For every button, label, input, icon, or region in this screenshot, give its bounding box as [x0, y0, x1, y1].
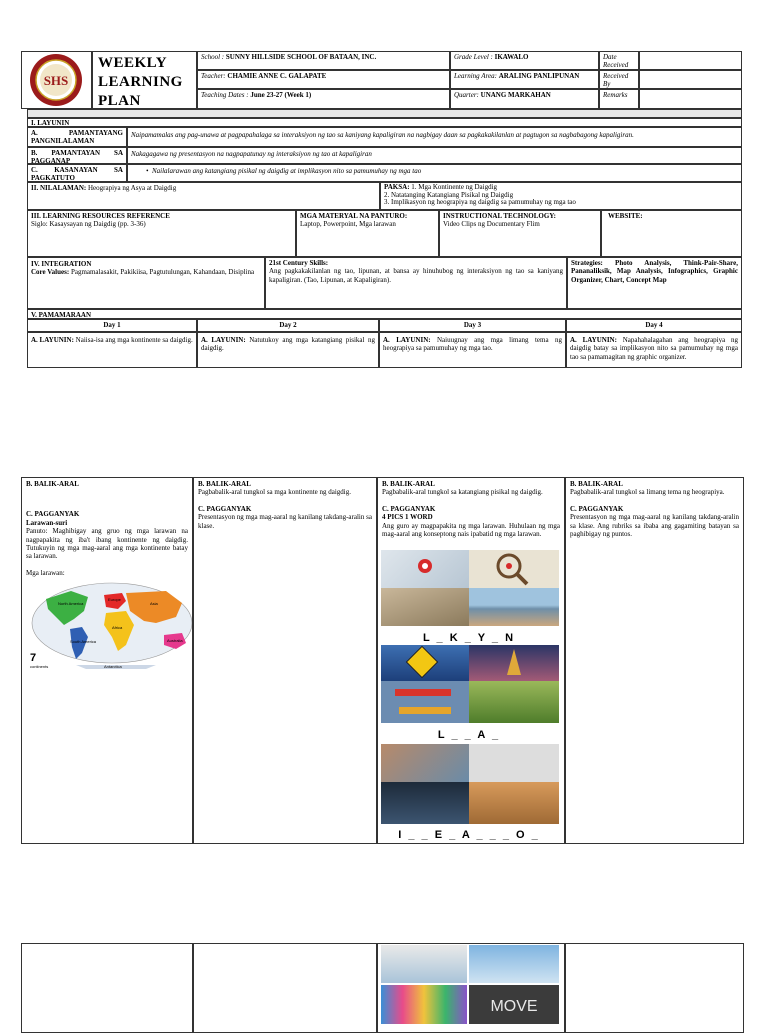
puzzle-2: L _ _ A _: [437, 729, 501, 741]
pic-signpost-image: [381, 681, 469, 723]
date-received-value[interactable]: [639, 51, 742, 70]
d1-text: Panuto: Maghibigay ang gruo ng mga larawan na nagpapakita ng iba't ibang kontinente ng daigdig. Tutukuyin ng mga mag-aaral ang mga kontinente batay sa larawan.: [26, 527, 188, 561]
d1-pics-label: Mga larawan:: [26, 568, 65, 577]
plan-title: [92, 51, 197, 109]
puzzle-1: L _ K _ Y _ N: [422, 632, 516, 644]
p3-day-1: [21, 943, 193, 1033]
resources-cell: [27, 210, 296, 257]
day-2-header: Day 2: [197, 319, 379, 332]
d1-b-label: B. BALIK-ARAL: [26, 480, 79, 488]
map-label-samerica: South America: [70, 639, 97, 645]
pic-map-pin-image: [381, 550, 469, 588]
map-label-africa: Africa: [112, 625, 123, 631]
p2-day-2: [193, 477, 377, 844]
strategies-cell: [567, 257, 742, 309]
day-4-layunin-text: Napahahalagahan ang heograpiya ng daigdig batay sa implikasyon nito sa pamumuhay ng mga tao sa pamamagitan ng graphic organizer.: [570, 336, 739, 361]
core-values-value: Pagmamalasakit, Pakikiisa, Pagtutulungan, Kahandaan, Disiplina: [70, 268, 255, 277]
materials-value: Laptop, Powerpoint, Mga larawan: [300, 220, 396, 229]
grade-label: Grade Level :: [454, 53, 493, 61]
pic-temple-image: [469, 645, 559, 681]
area-cell: [450, 70, 599, 89]
pamamaraan-label: V. PAMAMARAAN: [27, 309, 742, 319]
day-2-layunin: [197, 332, 379, 368]
map-label-europe: Europe: [108, 597, 121, 603]
map-seven: 7: [30, 652, 37, 665]
dates-label: Teaching Dates :: [201, 91, 249, 99]
d3-c-text: Ang guro ay magpapakita ng mga larawan. Huhulaan ng mga mag-aaral ang konseptong nais ipabatid ng mga larawan.: [382, 521, 560, 538]
day-1-layunin-text: Naiisa-isa ang mga kontinente sa daigdig.: [75, 336, 193, 344]
d2-b-label: B. BALIK-ARAL: [198, 480, 251, 488]
day-4-layunin: [566, 332, 742, 368]
resources-label: III. LEARNING RESOURCES REFERENCE: [31, 212, 170, 220]
layunin-title: I. LAYUNIN: [27, 118, 742, 127]
d3-b-label: B. BALIK-ARAL: [382, 480, 435, 488]
map-caption: continents: [30, 664, 49, 670]
day-3-header: Day 3: [379, 319, 566, 332]
skills-value: Ang pagkakakilanlan ng tao, lipunan, at bansa ay hinuhubog ng interaksiyon ng tao sa kaniyang kapaligiran. (Tao, Lipunan, at Kapaligiran).: [269, 267, 563, 284]
d2-b-text: Pagbabalik-aral tungkol sa mga kontinente ng daigdig.: [198, 488, 351, 497]
p3-day-4: [565, 943, 744, 1033]
pic-magnifier-image: [469, 550, 559, 588]
p3-day-2: [193, 943, 377, 1033]
grade-cell: [450, 51, 599, 70]
dates-value: June 23-27 (Week 1): [250, 91, 312, 99]
received-by-label: Received By: [599, 70, 639, 89]
remarks-value[interactable]: [639, 89, 742, 109]
move-word: MOVE: [490, 998, 538, 1015]
quarter-value: UNANG MARKAHAN: [480, 91, 551, 99]
logo-cell: [21, 51, 92, 109]
pic-world-network-image: [381, 782, 469, 824]
d3-activity: 4 PICS 1 WORD: [382, 513, 433, 522]
teacher-value: CHAMIE ANNE C. GALAPATE: [227, 72, 327, 80]
pic-move-image: [469, 985, 559, 1024]
layunin-b-label: B. PAMANTAYAN SA PAGGANAP: [27, 147, 127, 164]
school-logo: [22, 52, 91, 108]
school-cell: [197, 51, 450, 70]
layunin-a-text: Naipamamalas ang pag-unawa at pagpapahalaga sa interaksiyon ng tao sa kaniyang kapaligiran na nagbigay daan sa pagkakakilanlan at pagtugon sa nagbabagong kapaligiran.: [127, 127, 742, 147]
logo-text: SHS: [43, 73, 69, 88]
pic-interact-image: [469, 744, 559, 782]
school-value: SUNNY HILLSIDE SCHOOL OF BATAAN, INC.: [225, 53, 377, 61]
quarter-label: Quarter:: [454, 91, 479, 99]
tech-cell: [439, 210, 601, 257]
core-values-label: Core Values:: [31, 268, 70, 277]
skills-cell: [265, 257, 567, 309]
day-1-layunin: [27, 332, 197, 368]
map-label-australia: Australia: [167, 638, 183, 644]
title-line-1: WEEKLY: [98, 55, 168, 71]
dates-cell: [197, 89, 450, 109]
d2-c-text: Presentasyon ng mga mag-aaral ng kanilang takdang-aralin sa klase.: [198, 513, 372, 530]
integration-label: IV. INTEGRATION: [31, 260, 92, 268]
p2-day-4: [565, 477, 744, 844]
strategies-value: Photo Analysis, Think-Pair-Share, Pananaliksik, Map Analysis, Infographics, Graphic Organizer, Chart, Concept Map: [571, 259, 739, 284]
materials-label: MGA MATERYAL NA PANTURO:: [300, 212, 408, 220]
paksa-cell: [380, 182, 742, 210]
puzzle-3: I _ _ E _ A _ _ _ O _: [398, 829, 540, 841]
tech-value: Video Clips ng Documentary Flim: [443, 220, 540, 229]
remarks-label: Remarks: [599, 89, 639, 109]
grade-value: IKAWALO: [494, 53, 529, 61]
pic-travel-image: [381, 945, 467, 983]
date-received-label: Date Received: [599, 51, 639, 70]
layunin-c-text: [127, 164, 742, 182]
d4-b-text: Pagbabalik-aral tungkol sa limang tema ng heograpiya.: [570, 488, 725, 497]
day-1-layunin-label: A. LAYUNIN:: [31, 336, 74, 344]
paksa-item-2: 2. Natatanging Katangiang Pisikal ng Daigdig: [384, 190, 514, 199]
separator-row: [27, 109, 742, 118]
layunin-a-label: A. PAMANTAYANG PANGNILALAMAN: [27, 127, 127, 147]
title-line-2: LEARNING: [98, 74, 183, 90]
nilalaman-cell: [27, 182, 380, 210]
pic-coast-image: [469, 588, 559, 626]
pic-field-image: [469, 681, 559, 723]
nilalaman-value: Heograpiya ng Asya at Daigdig: [87, 184, 177, 192]
skills-label: 21st Century Skills:: [269, 259, 329, 267]
layunin-c-value: Nailalarawan ang katangiang pisikal ng daigdig at implikasyon nito sa pamumuhay ng mga tao: [151, 167, 422, 175]
pic-hands-map-image: [381, 588, 469, 626]
paksa-item-1: 1. Mga Kontinente ng Daigdig: [411, 183, 498, 191]
pic-safe-place-sign-image: [381, 645, 469, 681]
pic-dancers-image: [381, 985, 467, 1024]
day-2-layunin-label: A. LAYUNIN:: [201, 336, 246, 344]
tech-label: INSTRUCTIONAL TECHNOLOGY:: [443, 212, 557, 220]
paksa-label: PAKSA:: [384, 183, 410, 191]
pic-jump-image: [469, 945, 559, 983]
world-map-image: [26, 581, 192, 671]
d3-c-label: C. PAGGANYAK: [382, 504, 436, 513]
materials-cell: [296, 210, 439, 257]
day-2-layunin-text: Natutukoy ang mga katangiang pisikal ng daigdig.: [201, 336, 376, 353]
day-3-layunin: [379, 332, 566, 368]
pic-friends-image: [381, 744, 469, 782]
received-by-value[interactable]: [639, 70, 742, 89]
pic-fox-image: [469, 782, 559, 824]
map-label-namerica: North America: [58, 601, 84, 607]
day-3-layunin-label: A. LAYUNIN:: [383, 336, 431, 344]
core-values: [31, 268, 261, 276]
nilalaman-label: II. NILALAMAN:: [31, 184, 87, 192]
area-value: ARALING PANLIPUNAN: [498, 72, 580, 80]
school-label: School :: [201, 53, 225, 61]
d4-c-label: C. PAGGANYAK: [570, 504, 624, 513]
p2-day-1: [21, 477, 193, 844]
teacher-label: Teacher:: [201, 72, 226, 80]
d3-b-text: Pagbabalik-aral tungkol sa katangiang pisikal ng daigdig.: [382, 488, 543, 497]
d1-activity: Larawan-suri: [26, 518, 68, 527]
day-4-header: Day 4: [566, 319, 742, 332]
day-4-layunin-label: A. LAYUNIN:: [570, 336, 617, 344]
bullet-icon: •: [146, 167, 152, 175]
teacher-cell: [197, 70, 450, 89]
map-label-antarctica: Antarctica: [104, 664, 122, 670]
d4-c-text: Presentasyon ng mga mag-aaral ng kanilang takdang-aralin sa klase. Ang rubriks sa ibaba ang gagamiting batayan sa paghibigay ng puntos.: [570, 513, 739, 538]
title-line-3: PLAN: [98, 93, 141, 109]
website-cell: [601, 210, 742, 257]
area-label: Learning Area:: [454, 72, 497, 80]
resources-value: Siglo: Kasaysayan ng Daigdig (pp. 3-36): [31, 220, 146, 229]
day-3-layunin-text: Naiuugnay ang mga limang tema ng heograpiya sa pamumuhay ng mga tao.: [383, 336, 562, 353]
layunin-c-label: C. KASANAYAN SA PAGKATUTO: [27, 164, 127, 182]
map-label-asia: Asia: [150, 601, 158, 607]
quarter-cell: [450, 89, 599, 109]
paksa-item-3: 3. Implikasyon ng heograpiya ng daigdig sa pamumuhay ng mga tao: [384, 198, 576, 207]
d4-b-label: B. BALIK-ARAL: [570, 480, 623, 488]
layunin-b-text: Nakagagawa ng presentasyon na nagpapatunay ng interaksiyon ng tao at kapaligiran: [127, 147, 742, 164]
d2-c-label: C. PAGGANYAK: [198, 504, 252, 513]
website-label: WEBSITE:: [608, 212, 643, 220]
d1-c-label: C. PAGGANYAK: [26, 510, 80, 519]
integration-cell: [27, 257, 265, 309]
strategies-label: Strategies:: [571, 259, 603, 267]
day-1-header: Day 1: [27, 319, 197, 332]
